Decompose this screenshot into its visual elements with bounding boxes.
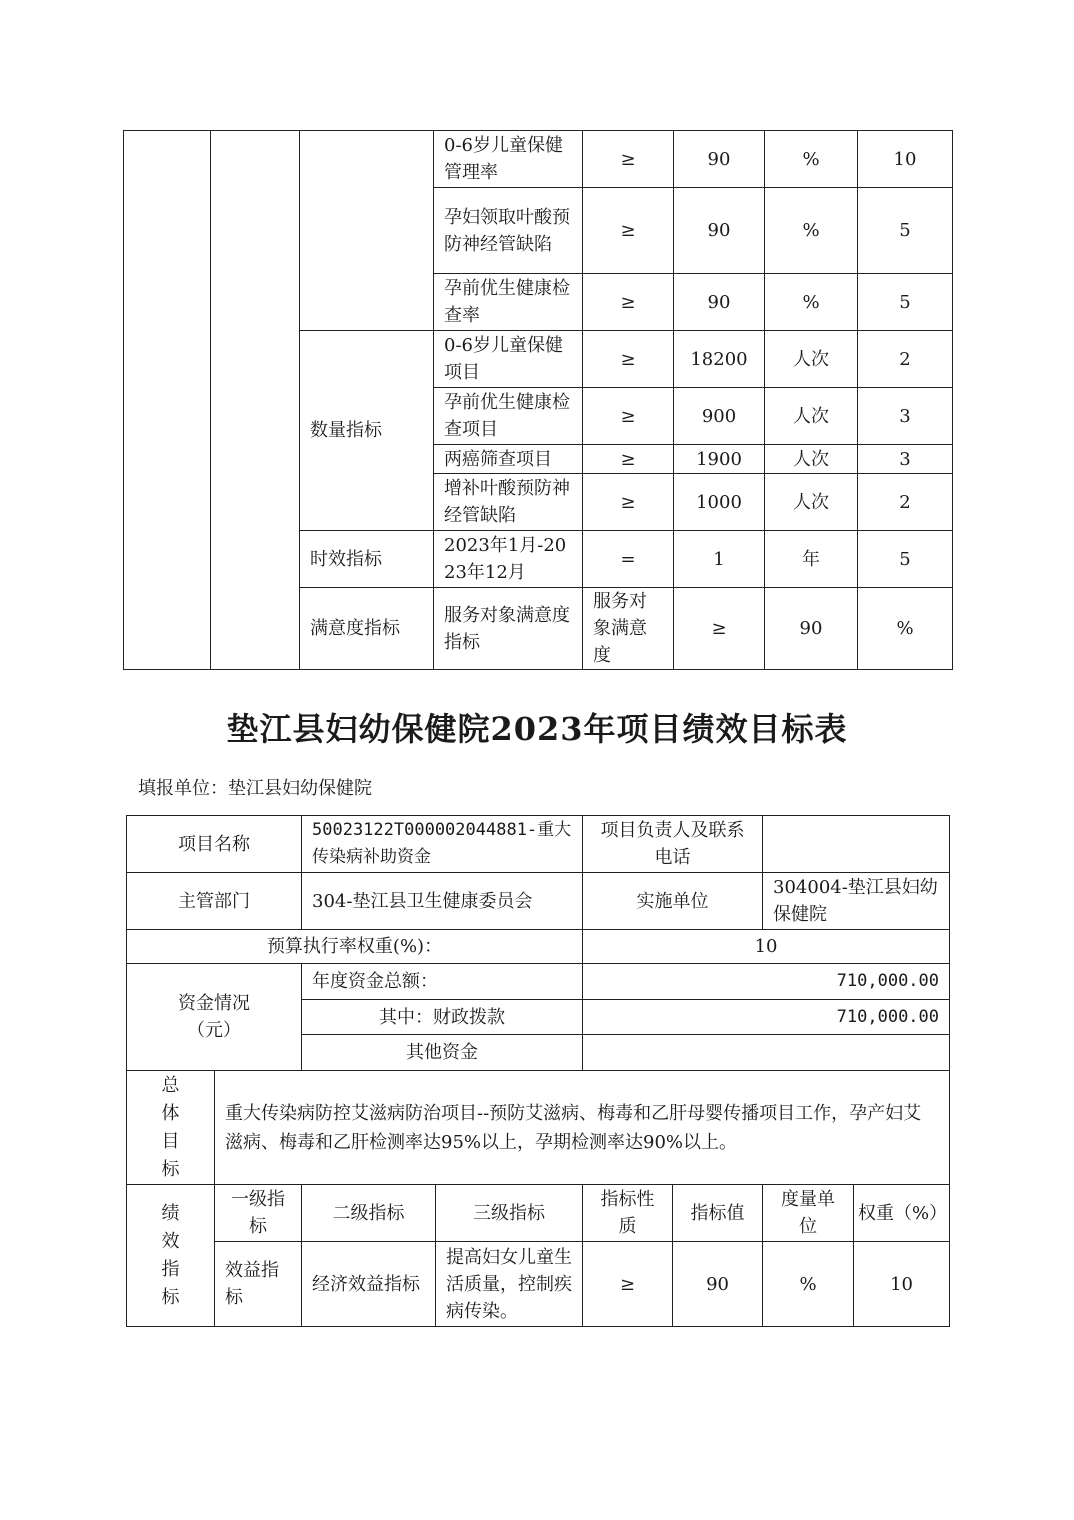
- indicator-weight: 5: [858, 274, 953, 331]
- indicator-unit: 人次: [765, 388, 858, 445]
- implementing-unit-value: 304004-垫江县妇幼保健院: [763, 873, 950, 930]
- indicator-value: 1900: [674, 445, 765, 474]
- header-level2: 二级指标: [302, 1185, 436, 1242]
- indicator-nature: =: [583, 531, 674, 588]
- other-funds-label: 其他资金: [302, 1035, 583, 1071]
- indicator-weight: 3: [858, 445, 953, 474]
- table-row: [127, 1185, 950, 1242]
- blank-cell: [211, 131, 300, 670]
- indicator-nature: ≥: [583, 274, 674, 331]
- third-level-indicator: 0-6岁儿童保健项目: [434, 331, 583, 388]
- third-level-indicator: 孕前优生健康检查率: [434, 274, 583, 331]
- project-contact-label: 项目负责人及联系电话: [583, 816, 763, 873]
- third-level-indicator: 0-6岁儿童保健管理率: [434, 131, 583, 188]
- third-level-indicator: 2023年1月-2023年12月: [434, 531, 583, 588]
- table-row: [124, 131, 953, 188]
- indicator-value: 90: [673, 1242, 763, 1327]
- indicator-weight: 10: [854, 1242, 950, 1327]
- table-row: [127, 873, 950, 930]
- budget-weight-value: 10: [583, 930, 950, 964]
- fiscal-funds-value: 710,000.00: [583, 1000, 950, 1035]
- indicator-value: 900: [674, 388, 765, 445]
- header-unit: 度量单位: [763, 1185, 854, 1242]
- performance-target-table: [126, 815, 950, 1327]
- indicator-value: 1: [674, 531, 765, 588]
- indicator-value: 90: [674, 188, 765, 274]
- indicator-nature: ≥: [583, 131, 674, 188]
- blank-cell: [124, 131, 211, 670]
- table-row: [127, 964, 950, 1000]
- annual-funds-label: 年度资金总额：: [302, 964, 583, 1000]
- reporting-unit-line: 填报单位：垫江县妇幼保健院: [138, 778, 372, 799]
- performance-indicator-label: 绩效指标: [127, 1185, 215, 1327]
- third-level-indicator: 孕妇领取叶酸预防神经管缺陷: [434, 188, 583, 274]
- indicator-unit: 人次: [765, 474, 858, 531]
- indicator-nature: ≥: [583, 331, 674, 388]
- level1-indicator: 效益指标: [215, 1242, 302, 1327]
- satisfaction-level1-label: 满意度指标: [300, 588, 434, 670]
- indicator-unit: %: [765, 188, 858, 274]
- header-level3: 三级指标: [436, 1185, 583, 1242]
- indicator-value: 90: [765, 588, 858, 670]
- indicator-nature: ≥: [583, 1242, 673, 1327]
- indicator-unit: 人次: [765, 445, 858, 474]
- indicator-weight: 5: [858, 531, 953, 588]
- other-funds-value: [583, 1035, 950, 1071]
- project-name-value: 50023122T000002044881-重大传染病补助资金: [302, 816, 583, 873]
- indicator-unit: 人次: [765, 331, 858, 388]
- indicator-value: 90: [674, 274, 765, 331]
- satisfaction-level2-label: 服务对象满意度指标: [434, 588, 583, 670]
- indicator-nature: ≥: [583, 188, 674, 274]
- budget-weight-label: 预算执行率权重(%)：: [127, 930, 583, 964]
- third-level-indicator: 两癌筛查项目: [434, 445, 583, 474]
- indicator-weight: 3: [858, 388, 953, 445]
- indicator-nature: ≥: [674, 588, 765, 670]
- indicator-weight: 5: [858, 188, 953, 274]
- indicator-value: 90: [674, 131, 765, 188]
- indicator-unit: %: [765, 274, 858, 331]
- third-level-indicator: 增补叶酸预防神经管缺陷: [434, 474, 583, 531]
- third-level-indicator: 服务对象满意度: [583, 588, 674, 670]
- department-label: 主管部门: [127, 873, 302, 930]
- third-level-indicator: 孕前优生健康检查项目: [434, 388, 583, 445]
- header-level1: 一级指标: [215, 1185, 302, 1242]
- table-row: [127, 816, 950, 873]
- indicator-unit: 年: [765, 531, 858, 588]
- header-value: 指标值: [673, 1185, 763, 1242]
- indicator-unit: %: [763, 1242, 854, 1327]
- project-contact-value: [763, 816, 950, 873]
- project-name-label: 项目名称: [127, 816, 302, 873]
- timeliness-indicator-label: 时效指标: [300, 531, 434, 588]
- fiscal-funds-label: 其中：财政拨款: [302, 1000, 583, 1035]
- overall-goal-text: 重大传染病防控艾滋病防治项目--预防艾滋病、梅毒和乙肝母婴传播项目工作，孕产妇艾滋病、梅毒和乙肝检测率达95%以上，孕期检测率达90%以上。: [215, 1071, 950, 1185]
- page-title: 垫江县妇幼保健院2023年项目绩效目标表: [226, 710, 848, 748]
- indicator-value: 18200: [674, 331, 765, 388]
- indicator-unit: %: [765, 131, 858, 188]
- blank-cell: [300, 131, 434, 331]
- indicator-weight: 2: [858, 474, 953, 531]
- indicator-value: 1000: [674, 474, 765, 531]
- table-row: [127, 1071, 950, 1185]
- indicator-nature: ≥: [583, 388, 674, 445]
- funds-label: 资金情况（元）: [127, 964, 302, 1071]
- header-nature: 指标性质: [583, 1185, 673, 1242]
- table-row: [127, 1242, 950, 1327]
- indicator-nature: ≥: [583, 474, 674, 531]
- implementing-unit-label: 实施单位: [583, 873, 763, 930]
- department-value: 304-垫江县卫生健康委员会: [302, 873, 583, 930]
- indicator-unit: %: [858, 588, 953, 670]
- indicator-weight: 10: [858, 131, 953, 188]
- indicator-weight: 2: [858, 331, 953, 388]
- annual-funds-value: 710,000.00: [583, 964, 950, 1000]
- overall-goal-label: 总体目标: [127, 1071, 215, 1185]
- table-row: [127, 930, 950, 964]
- header-weight: 权重（%）: [854, 1185, 950, 1242]
- quantity-indicator-label: 数量指标: [300, 331, 434, 531]
- indicator-nature: ≥: [583, 445, 674, 474]
- level2-indicator: 经济效益指标: [302, 1242, 436, 1327]
- third-level-indicator: 提高妇女儿童生活质量，控制疾病传染。: [436, 1242, 583, 1327]
- continued-indicator-table: [123, 130, 953, 670]
